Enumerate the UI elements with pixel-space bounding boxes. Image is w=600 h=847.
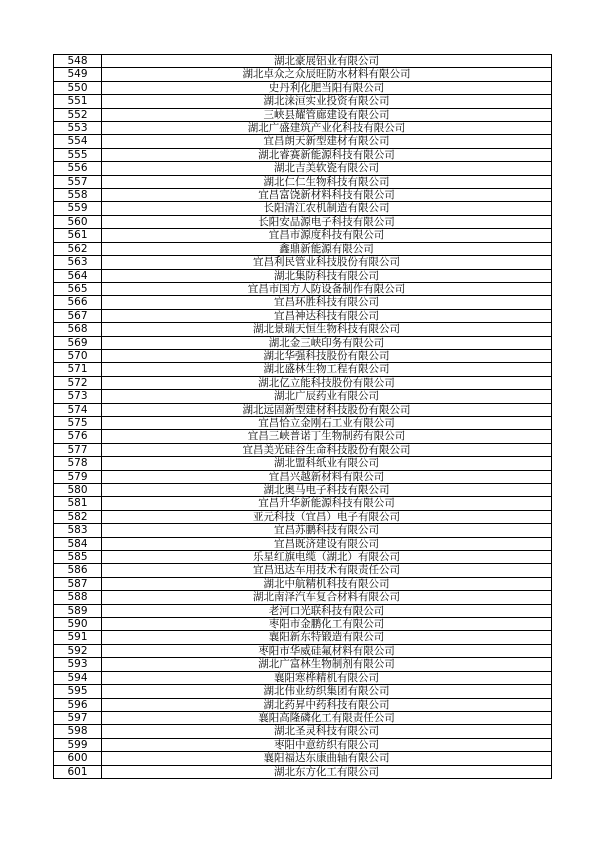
table-row (54, 229, 552, 242)
table-row (54, 95, 552, 108)
table-row (54, 81, 552, 94)
table-row (54, 497, 552, 510)
row-number: 600 (54, 752, 102, 765)
company-name: 湖北远固新型建材科技股份有限公司 (102, 403, 552, 416)
company-name: 湖北景瑞天恒生物科技有限公司 (102, 323, 552, 336)
company-name: 宜昌升华新能源科技有限公司 (102, 497, 552, 510)
row-number: 553 (54, 122, 102, 135)
row-number: 598 (54, 725, 102, 738)
table-row (54, 162, 552, 175)
company-name: 史丹利化肥当阳有限公司 (102, 81, 552, 94)
table-row (54, 416, 552, 429)
company-name: 湖北中航精机科技有限公司 (102, 577, 552, 590)
company-name: 湖北广富林生物制剂有限公司 (102, 658, 552, 671)
row-number: 562 (54, 242, 102, 255)
company-name: 湖北涞洹实业投资有限公司 (102, 95, 552, 108)
company-name: 襄阳新东特锻造有限公司 (102, 631, 552, 644)
table-row (54, 363, 552, 376)
company-name: 湖北卓众之众辰旺防水材料有限公司 (102, 68, 552, 81)
row-number: 592 (54, 644, 102, 657)
company-name: 湖北广辰药业有限公司 (102, 390, 552, 403)
table-row (54, 269, 552, 282)
company-name: 鑫鼎新能源有限公司 (102, 242, 552, 255)
company-name: 乐星红旗电缆（湖北）有限公司 (102, 551, 552, 564)
row-number: 574 (54, 403, 102, 416)
company-name: 湖北吉美软瓷有限公司 (102, 162, 552, 175)
row-number: 565 (54, 282, 102, 295)
table-row (54, 443, 552, 456)
row-number: 589 (54, 604, 102, 617)
table-row (54, 122, 552, 135)
table-row (54, 752, 552, 765)
row-number: 593 (54, 658, 102, 671)
row-number: 556 (54, 162, 102, 175)
table-row (54, 215, 552, 228)
company-name: 亚元科技（宜昌）电子有限公司 (102, 510, 552, 523)
company-name: 湖北南泽汽车复合材料有限公司 (102, 591, 552, 604)
row-number: 579 (54, 470, 102, 483)
company-name: 湖北奥马电子科技有限公司 (102, 484, 552, 497)
company-name: 宜昌三峡普诺丁生物制药有限公司 (102, 430, 552, 443)
row-number: 578 (54, 457, 102, 470)
table-row (54, 403, 552, 416)
table-row (54, 604, 552, 617)
row-number: 577 (54, 443, 102, 456)
company-name: 襄阳高隆磷化工有限责任公司 (102, 711, 552, 724)
table-row (54, 108, 552, 121)
row-number: 558 (54, 189, 102, 202)
row-number: 585 (54, 551, 102, 564)
table-row (54, 390, 552, 403)
row-number: 550 (54, 81, 102, 94)
row-number: 567 (54, 309, 102, 322)
company-name: 湖北豪展铝业有限公司 (102, 55, 552, 68)
table-row (54, 631, 552, 644)
table-row (54, 202, 552, 215)
company-name: 宜昌美光硅谷生命科技股份有限公司 (102, 443, 552, 456)
company-name: 宜昌市源度科技有限公司 (102, 229, 552, 242)
company-name: 湖北广盛建筑产业化科技有限公司 (102, 122, 552, 135)
table-row (54, 618, 552, 631)
row-number: 586 (54, 564, 102, 577)
company-name: 湖北盛林生物工程有限公司 (102, 363, 552, 376)
company-name: 湖北亿立能科技股份有限公司 (102, 376, 552, 389)
table-row (54, 725, 552, 738)
company-name: 枣阳市金鹏化工有限公司 (102, 618, 552, 631)
table-body (54, 55, 552, 779)
company-name: 三峡县耀管廊建设有限公司 (102, 108, 552, 121)
table-row (54, 658, 552, 671)
row-number: 563 (54, 256, 102, 269)
row-number: 590 (54, 618, 102, 631)
row-number: 583 (54, 524, 102, 537)
company-name: 宜昌兴越新材料有限公司 (102, 470, 552, 483)
company-name: 湖北睿赛新能源科技有限公司 (102, 148, 552, 161)
row-number: 561 (54, 229, 102, 242)
company-name: 宜昌市国方人防设备制作有限公司 (102, 282, 552, 295)
table-row (54, 524, 552, 537)
table-row (54, 484, 552, 497)
company-name: 宜昌恰立金刚石工业有限公司 (102, 416, 552, 429)
table-row (54, 336, 552, 349)
company-name: 宜昌利民管业科技股份有限公司 (102, 256, 552, 269)
row-number: 599 (54, 738, 102, 751)
table-row (54, 242, 552, 255)
table-row (54, 551, 552, 564)
company-name: 宜昌朗天新型建材有限公司 (102, 135, 552, 148)
company-name: 宜昌神达科技有限公司 (102, 309, 552, 322)
row-number: 560 (54, 215, 102, 228)
company-name: 长阳安品源电子科技有限公司 (102, 215, 552, 228)
table-row (54, 698, 552, 711)
table-row (54, 256, 552, 269)
table-row (54, 577, 552, 590)
table-row (54, 189, 552, 202)
row-number: 588 (54, 591, 102, 604)
row-number: 571 (54, 363, 102, 376)
row-number: 581 (54, 497, 102, 510)
table-row (54, 148, 552, 161)
table-row (54, 135, 552, 148)
company-list-table (53, 54, 552, 779)
company-name: 襄阳福达东康曲轴有限公司 (102, 752, 552, 765)
table-row (54, 711, 552, 724)
table-row (54, 591, 552, 604)
table-row (54, 55, 552, 68)
row-number: 549 (54, 68, 102, 81)
table-row (54, 765, 552, 778)
row-number: 594 (54, 671, 102, 684)
row-number: 601 (54, 765, 102, 778)
row-number: 564 (54, 269, 102, 282)
table-row (54, 68, 552, 81)
table-row (54, 537, 552, 550)
table-row (54, 685, 552, 698)
table-row (54, 323, 552, 336)
table-row (54, 510, 552, 523)
row-number: 582 (54, 510, 102, 523)
company-name: 湖北仁仁生物科技有限公司 (102, 175, 552, 188)
company-name: 枣阳中意纺织有限公司 (102, 738, 552, 751)
company-name: 湖北药昇中药科技有限公司 (102, 698, 552, 711)
row-number: 595 (54, 685, 102, 698)
row-number: 552 (54, 108, 102, 121)
row-number: 559 (54, 202, 102, 215)
row-number: 557 (54, 175, 102, 188)
company-name: 宜昌既济建设有限公司 (102, 537, 552, 550)
table-row (54, 282, 552, 295)
table-row (54, 309, 552, 322)
row-number: 597 (54, 711, 102, 724)
row-number: 591 (54, 631, 102, 644)
table-row (54, 376, 552, 389)
table-row (54, 296, 552, 309)
row-number: 572 (54, 376, 102, 389)
row-number: 554 (54, 135, 102, 148)
table-row (54, 349, 552, 362)
table-row (54, 175, 552, 188)
row-number: 570 (54, 349, 102, 362)
row-number: 555 (54, 148, 102, 161)
company-name: 老河口光联科技有限公司 (102, 604, 552, 617)
company-name: 宜昌环胜科技有限公司 (102, 296, 552, 309)
company-name: 长阳清江农机制造有限公司 (102, 202, 552, 215)
row-number: 566 (54, 296, 102, 309)
table-row (54, 470, 552, 483)
company-name: 湖北盟科纸业有限公司 (102, 457, 552, 470)
table-row (54, 671, 552, 684)
row-number: 548 (54, 55, 102, 68)
row-number: 551 (54, 95, 102, 108)
company-name: 枣阳市华威硅氟材料有限公司 (102, 644, 552, 657)
table-row (54, 564, 552, 577)
company-name: 宜昌富饶新材料科技有限公司 (102, 189, 552, 202)
row-number: 596 (54, 698, 102, 711)
company-name: 湖北圣灵科技有限公司 (102, 725, 552, 738)
row-number: 575 (54, 416, 102, 429)
company-name: 襄阳寒桦精机有限公司 (102, 671, 552, 684)
row-number: 573 (54, 390, 102, 403)
table-row (54, 738, 552, 751)
company-name: 宜昌迅达车用技术有限责任公司 (102, 564, 552, 577)
row-number: 568 (54, 323, 102, 336)
company-name: 湖北华强科技股份有限公司 (102, 349, 552, 362)
company-name: 湖北东方化工有限公司 (102, 765, 552, 778)
table-row (54, 457, 552, 470)
row-number: 580 (54, 484, 102, 497)
table-row (54, 644, 552, 657)
company-name: 湖北金三峡印务有限公司 (102, 336, 552, 349)
company-name: 湖北伟业纺织集团有限公司 (102, 685, 552, 698)
company-name: 宜昌苏鹏科技有限公司 (102, 524, 552, 537)
table-row (54, 430, 552, 443)
company-name: 湖北集防科技有限公司 (102, 269, 552, 282)
row-number: 587 (54, 577, 102, 590)
row-number: 584 (54, 537, 102, 550)
row-number: 576 (54, 430, 102, 443)
row-number: 569 (54, 336, 102, 349)
